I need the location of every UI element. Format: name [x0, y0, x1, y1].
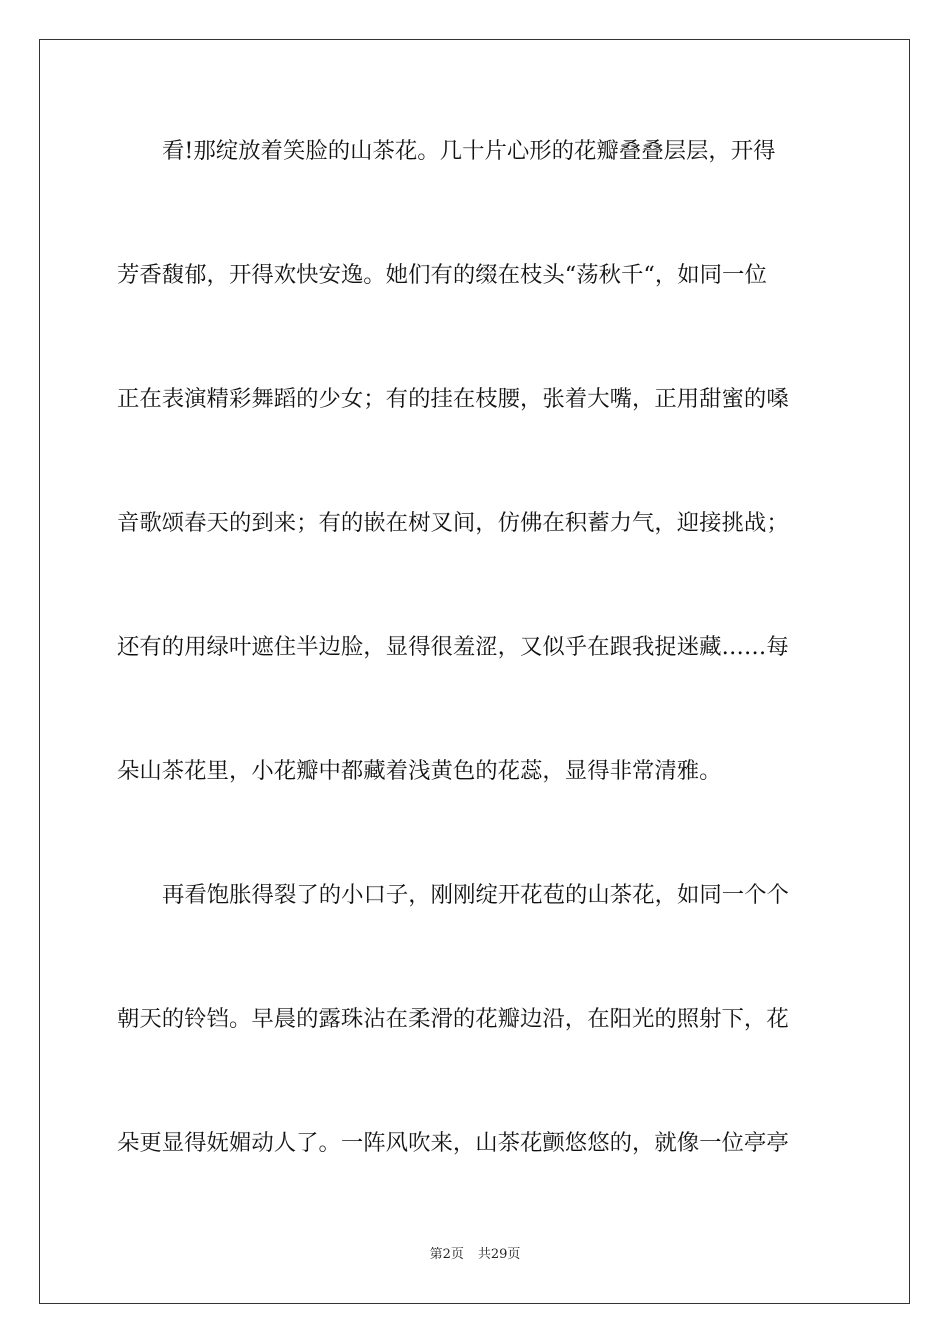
paragraph-1-line-2: 芳香馥郁，开得欢快安逸。她们有的缀在枝头“荡秋千“，如同一位: [117, 262, 767, 288]
page-number: 第2页: [429, 1247, 464, 1262]
paragraph-1-line-3: 正在表演精彩舞蹈的少女；有的挂在枝腰，张着大嘴，正用甜蜜的嗓: [117, 386, 789, 412]
total-pages: 共29页: [477, 1247, 521, 1262]
page-footer: [0, 1246, 950, 1264]
paragraph-1-line-4: 音歌颂春天的到来；有的嵌在树叉间，仿佛在积蓄力气，迎接挑战；: [117, 510, 789, 536]
paragraph-2-line-1: 再看饱胀得裂了的小口子，刚刚绽开花苞的山茶花，如同一个个: [162, 882, 789, 908]
paragraph-2-line-3: 朵更显得妩媚动人了。一阵风吹来，山茶花颤悠悠的，就像一位亭亭: [117, 1130, 789, 1156]
paragraph-2-line-2: 朝天的铃铛。早晨的露珠沾在柔滑的花瓣边沿，在阳光的照射下，花: [117, 1006, 789, 1032]
paragraph-1-line-5: 还有的用绿叶遮住半边脸，显得很羞涩，又似乎在跟我捉迷藏……每: [117, 634, 789, 660]
paragraph-1-line-1: 看!那绽放着笑脸的山茶花。几十片心形的花瓣叠叠层层，开得: [162, 138, 776, 164]
paragraph-1-line-6: 朵山茶花里，小花瓣中都藏着浅黄色的花蕊，显得非常清雅。: [117, 758, 722, 784]
page-frame: [39, 39, 910, 1304]
